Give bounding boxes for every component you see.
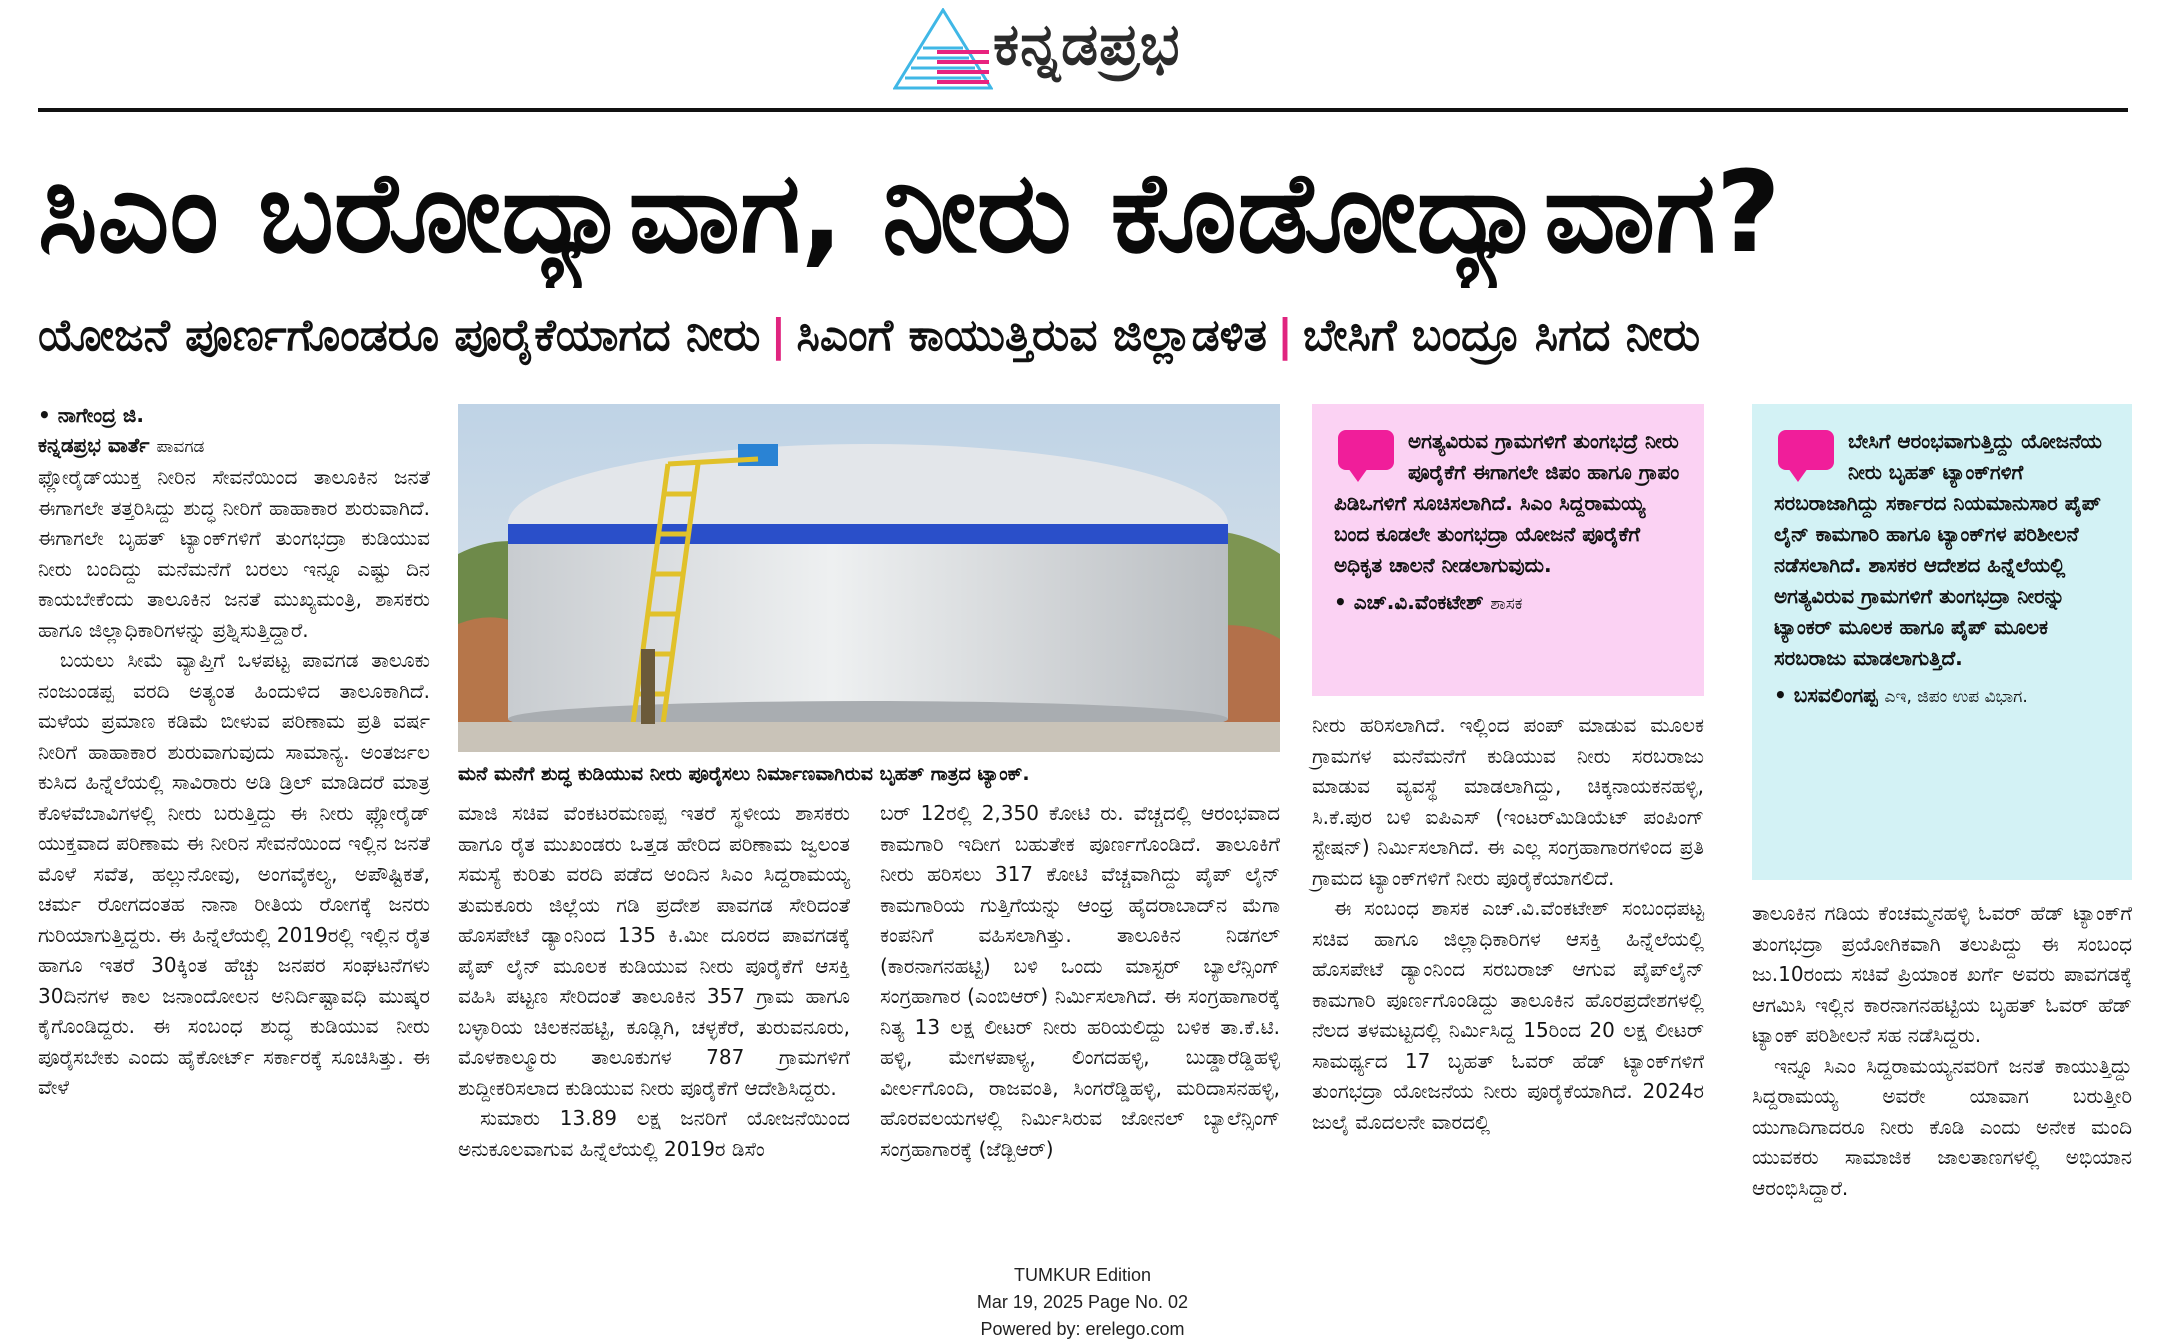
column-3 (880, 798, 1280, 1248)
subhead-separator: | (1276, 310, 1294, 361)
subhead-3: ಬೇಸಿಗೆ ಬಂದ್ರೂ ಸಿಗದ ನೀರು (1303, 310, 1701, 361)
quote-role: ಎಇ, ಜಿಪಂ ಉಪ ವಿಭಾಗ. (1884, 687, 2028, 707)
column-5 (1752, 898, 2132, 1250)
column-2 (458, 798, 850, 1248)
quote-text: ಬೇಸಿಗೆ ಆರಂಭವಾಗುತ್ತಿದ್ದು ಯೋಜನೆಯ ನೀರು ಬೃಹತ್ ಟ್ಯಾಂಕ್‌ಗಳಿಗೆ ಸರಬರಾಜಾಗಿದ್ದು ಸರ್ಕಾರದ ನಿಯಮಾನುಸಾರ ಪೈಪ್ ಲೈನ್ ಕಾಮಗಾರಿ ಹಾಗೂ ಟ್ಯಾಂಕ್‌ಗಳ ಪರಿಶೀಲನೆ ನಡೆಸಲಾಗಿದೆ. ಶಾಸಕರ ಆದೇಶದ ಹಿನ್ನೆಲೆಯಲ್ಲಿ ಅಗತ್ಯವಿರುವ ಗ್ರಾಮಗಳಿಗೆ ತುಂಗಭದ್ರಾ ನೀರನ್ನು ಟ್ಯಾಂಕರ್ ಮೂಲಕ ಹಾಗೂ ಪೈಪ್ ಮೂಲಕ ಸರಬರಾಜು ಮಾಡಲಾಗುತ್ತಿದೆ. (1774, 429, 2102, 670)
paragraph: ಈ ಸಂಬಂಧ ಶಾಸಕ ಎಚ್.ವಿ.ವೆಂಕಟೇಶ್ ಸಂಬಂಧಪಟ್ಟ ಸಚಿವ ಹಾಗೂ ಜಿಲ್ಲಾಧಿಕಾರಿಗಳ ಆಸಕ್ತಿ ಹಿನ್ನೆಲೆಯಲ್ಲಿ ಹೊಸಪೇಟೆ ಡ್ಯಾಂನಿಂದ ಸರಬರಾಜ್ ಆಗುವ ಪೈಪ್‌ಲೈನ್ ಕಾಮಗಾರಿ ಪೂರ್ಣಗೊಂಡಿದ್ದು ತಾಲೂಕಿನ ಹೊರಪ್ರದೇಶಗಳಲ್ಲಿ ನೆಲದ ತಳಮಟ್ಟದಲ್ಲಿ ನಿರ್ಮಿಸಿದ್ದ 15ರಿಂದ 20 ಲಕ್ಷ ಲೀಟರ್ ಸಾಮರ್ಥ್ಯದ 17 ಬೃಹತ್ ಓವರ್ ಹೆಡ್ ಟ್ಯಾಂಕ್‌ಗಳಿಗೆ ತುಂಗಭದ್ರಾ ಯೋಜನೆಯ ನೀರು ಪೂರೈಕೆಯಾಗಿದೆ. 2024ರ ಜುಲೈ ಮೊದಲನೇ ವಾರದಲ್ಲಿ (1312, 896, 1704, 1134)
subhead-2: ಸಿಎಂಗೆ ಕಾಯುತ್ತಿರುವ ಜಿಲ್ಲಾಡಳಿತ (796, 310, 1267, 361)
subhead-separator: | (770, 310, 787, 361)
photo-caption: ಮನೆ ಮನೆಗೆ ಶುದ್ಧ ಕುಡಿಯುವ ನೀರು ಪೂರೈಸಲು ನಿರ್ಮಾಣವಾಗಿರುವ ಬೃಹತ್ ಗಾತ್ರದ ಟ್ಯಾಂಕ್. (458, 763, 1030, 785)
byline-agency: ಕನ್ನಡಪ್ರಭ ವಾರ್ತೆ (38, 433, 150, 457)
subhead (38, 306, 2128, 366)
edition-footer (900, 1262, 1265, 1343)
byline-name: • ನಾಗೇಂದ್ರ ಜಿ. (38, 403, 144, 427)
edition-date-page: Mar 19, 2025 Page No. 02 (976, 1292, 1189, 1312)
edition-name: TUMKUR Edition (1013, 1265, 1152, 1285)
paragraph: ಮಾಜಿ ಸಚಿವ ವೆಂಕಟರಮಣಪ್ಪ ಇತರೆ ಸ್ಥಳೀಯ ಶಾಸಕರು ಹಾಗೂ ರೈತ ಮುಖಂಡರು ಒತ್ತಡ ಹೇರಿದ ಪರಿಣಾಮ ಜ್ವಲಂತ ಸಮಸ್ಯೆ ಕುರಿತು ವರದಿ ಪಡೆದ ಅಂದಿನ ಸಿಎಂ ಸಿದ್ದರಾಮಯ್ಯ ತುಮಕೂರು ಜಿಲ್ಲೆಯ ಗಡಿ ಪ್ರದೇಶ ಪಾವಗಡ ಸೇರಿದಂತೆ ಹೊಸಪೇಟೆ ಡ್ಯಾಂನಿಂದ 135 ಕಿ.ಮೀ ದೂರದ ಪಾವಗಡಕ್ಕೆ ಪೈಪ್ ಲೈನ್ ಮೂಲಕ ಕುಡಿಯುವ ನೀರು ಪೂರೈಕೆಗೆ ಆಸಕ್ತಿ ವಹಿಸಿ ಪಟ್ಟಣ ಸೇರಿದಂತೆ ತಾಲೂಕಿನ 357 ಗ್ರಾಮ ಹಾಗೂ ಬಳ್ಳಾರಿಯ ಚಿಲಕನಹಟ್ಟಿ, ಕೂಡ್ಲಿಗಿ, ಚಳ್ಳಕೆರೆ, ತುರುವನೂರು, ಮೊಳಕಾಲ್ಮೂರು ತಾಲೂಕುಗಳ 787 ಗ್ರಾಮಗಳಿಗೆ ಶುದ್ದೀಕರಿಸಲಾದ ಕುಡಿಯುವ ನೀರು ಪೂರೈಕೆಗೆ ಆದೇಶಿಸಿದ್ದರು. (458, 801, 850, 1100)
paragraph: ಇನ್ನೂ ಸಿಎಂ ಸಿದ್ದರಾಮಯ್ಯನವರಿಗೆ ಜನತೆ ಕಾಯುತ್ತಿದ್ದು ಸಿದ್ದರಾಮಯ್ಯ ಅವರೇ ಯಾವಾಗ ಬರುತ್ತೀರಿ ಯುಗಾದಿಗಾದರೂ ನೀರು ಕೊಡಿ ಎಂದು ಅನೇಕ ಮಂದಿ ಯುವಕರು ಸಾಮಾಜಿಕ ಜಾಲತಾಣಗಳಲ್ಲಿ ಅಭಿಯಾನ ಆರಂಭಿಸಿದ್ದಾರೆ. (1752, 1053, 2132, 1200)
masthead-brand: ಕನ್ನಡಪ್ರಭ (993, 10, 1181, 78)
tank-photo (458, 404, 1280, 752)
quote-text: ಅಗತ್ಯವಿರುವ ಗ್ರಾಮಗಳಿಗೆ ತುಂಗಭದ್ರೆ ನೀರು ಪೂರೈಕೆಗೆ ಈಗಾಗಲೇ ಜಿಪಂ ಹಾಗೂ ಗ್ರಾಪಂ ಪಿಡಿಒಗಳಿಗೆ ಸೂಚಿಸಲಾಗಿದೆ. ಸಿಎಂ ಸಿದ್ದರಾಮಯ್ಯ ಬಂದ ಕೂಡಲೇ ತುಂಗಭದ್ರಾ ಯೋಜನೆ ಪೂರೈಕೆಗೆ ಅಧಿಕೃತ ಚಾಲನೆ ನೀಡಲಾಗುವುದು. (1334, 429, 1680, 577)
water-tank-image (458, 404, 1280, 752)
column-1 (38, 400, 430, 1252)
speech-bubble-icon (1778, 430, 1834, 470)
quote-role: ಶಾಸಕ (1490, 594, 1523, 614)
paragraph: ಬರ್ 12ರಲ್ಲಿ 2,350 ಕೋಟಿ ರು. ವೆಚ್ಚದಲ್ಲಿ ಆರಂಭವಾದ ಕಾಮಗಾರಿ ಇದೀಗ ಬಹುತೇಕ ಪೂರ್ಣಗೊಂಡಿದೆ. ತಾಲೂಕಿಗೆ ನೀರು ಹರಿಸಲು 317 ಕೋಟಿ ವೆಚ್ಚವಾಗಿದ್ದು ಪೈಪ್ ಲೈನ್ ಕಾಮಗಾರಿಯ ಗುತ್ತಿಗೆಯನ್ನು ಆಂಧ್ರ ಹೈದರಾಬಾದ್‌ನ ಮೆಗಾ ಕಂಪನಿಗೆ ವಹಿಸಲಾಗಿತ್ತು. ತಾಲೂಕಿನ ನಿಡಗಲ್ (ಕಾರನಾಗನಹಟ್ಟಿ) ಬಳಿ ಒಂದು ಮಾಸ್ಟರ್ ಬ್ಯಾಲೆನ್ಸಿಂಗ್ ಸಂಗ್ರಹಾಗಾರ (ಎಂಬಿಆರ್) ನಿರ್ಮಿಸಲಾಗಿದೆ. ಈ ಸಂಗ್ರಹಾಗಾರಕ್ಕೆ ನಿತ್ಯ 13 ಲಕ್ಷ ಲೀಟರ್ ನೀರು ಹರಿಯಲಿದ್ದು ಬಳಿಕ ತಾ.ಕೆ.ಟಿ. ಹಳ್ಳಿ, ಮೇಗಳಪಾಳ್ಯ, ಲಿಂಗದಹಳ್ಳಿ, ಬುಡ್ಡಾರೆಡ್ಡಿಹಳ್ಳಿ ವೀರ್ಲಗೊಂದಿ, ರಾಜವಂತಿ, ಸಿಂಗರೆಡ್ಡಿಹಳ್ಳಿ, ಮರಿದಾಸನಹಳ್ಳಿ, ಹೊರವಲಯಗಳಲ್ಲಿ ನಿರ್ಮಿಸಿರುವ ಜೋನಲ್ ಬ್ಯಾಲೆನ್ಸಿಂಗ್ ಸಂಗ್ರಹಾಗಾರಕ್ಕೆ (ಜೆಡ್ಬಿಆರ್) (880, 801, 1280, 1161)
prabha-triangle-logo-icon (893, 8, 993, 90)
quote-box-engineer (1752, 404, 2132, 880)
headline: ಸಿಎಂ ಬರೋದ್ಯಾವಾಗ, ನೀರು ಕೊಡೋದ್ಯಾವಾಗ? (38, 148, 1781, 278)
quote-attribution (1774, 680, 2110, 713)
masthead (0, 0, 2165, 112)
powered-by[interactable]: Powered by: erelego.com (980, 1319, 1185, 1339)
paragraph: ಫ್ಲೋರೈಡ್‌ಯುಕ್ತ ನೀರಿನ ಸೇವನೆಯಿಂದ ತಾಲೂಕಿನ ಜನತೆ ಈಗಾಗಲೇ ತತ್ತರಿಸಿದ್ದು ಶುದ್ಧ ನೀರಿಗೆ ಹಾಹಾಕಾರ ಶುರುವಾಗಿದೆ. ಈಗಾಗಲೇ ಬೃಹತ್ ಟ್ಯಾಂಕ್‌ಗಳಿಗೆ ತುಂಗಭದ್ರಾ ಕುಡಿಯುವ ನೀರು ಬಂದಿದ್ದು ಮನೆಮನೆಗೆ ಬರಲು ಇನ್ನೂ ಎಷ್ಟು ದಿನ ಕಾಯಬೇಕೆಂದು ತಾಲೂಕಿನ ಜನತೆ ಮುಖ್ಯಮಂತ್ರಿ, ಶಾಸಕರು ಹಾಗೂ ಜಿಲ್ಲಾಧಿಕಾರಿಗಳನ್ನು ಪ್ರಶ್ನಿಸುತ್ತಿದ್ದಾರೆ. (38, 465, 430, 642)
paragraph: ಸುಮಾರು 13.89 ಲಕ್ಷ ಜನರಿಗೆ ಯೋಜನೆಯಿಂದ ಅನುಕೂಲವಾಗುವ ಹಿನ್ನೆಲೆಯಲ್ಲಿ 2019ರ ಡಿಸೆಂ (458, 1106, 850, 1161)
masthead-rule (38, 108, 2128, 112)
quote-box-mla (1312, 404, 1704, 696)
byline-place: ಪಾವಗಡ (156, 437, 205, 457)
subhead-1: ಯೋಜನೆ ಪೂರ್ಣಗೊಂಡರೂ ಪೂರೈಕೆಯಾಗದ ನೀರು (38, 310, 761, 361)
byline (38, 430, 430, 462)
column-4 (1312, 710, 1704, 1250)
quote-name: • ಎಚ್.ವಿ.ವೆಂಕಟೇಶ್ (1334, 590, 1484, 614)
speech-bubble-icon (1338, 430, 1394, 470)
quote-name: • ಬಸವಲಿಂಗಪ್ಪ (1774, 683, 1878, 707)
paragraph: ತಾಲೂಕಿನ ಗಡಿಯ ಕೆಂಚಮ್ಮನಹಳ್ಳಿ ಓವರ್ ಹೆಡ್ ಟ್ಯಾಂಕ್‌ಗೆ ತುಂಗಭದ್ರಾ ಪ್ರಯೋಗಿಕವಾಗಿ ತಲುಪಿದ್ದು ಈ ಸಂಬಂಧ ಜು.10ರಂದು ಸಚಿವೆ ಪ್ರಿಯಾಂಕ ಖರ್ಗೆ ಅವರು ಪಾವಗಡಕ್ಕೆ ಆಗಮಿಸಿ ಇಲ್ಲಿನ ಕಾರನಾಗನಹಟ್ಟಿಯ ಬೃಹತ್ ಓವರ್ ಹೆಡ್ ಟ್ಯಾಂಕ್ ಪರಿಶೀಲನೆ ಸಹ ನಡೆಸಿದ್ದರು. (1752, 901, 2132, 1047)
quote-attribution (1334, 587, 1682, 620)
paragraph: ನೀರು ಹರಿಸಲಾಗಿದೆ. ಇಲ್ಲಿಂದ ಪಂಪ್ ಮಾಡುವ ಮೂಲಕ ಗ್ರಾಮಗಳ ಮನೆಮನೆಗೆ ಕುಡಿಯುವ ನೀರು ಸರಬರಾಜು ಮಾಡುವ ವ್ಯವಸ್ಥೆ ಮಾಡಲಾಗಿದ್ದು, ಚಿಕ್ಕನಾಯಕನಹಳ್ಳಿ, ಸಿ.ಕೆ.ಪುರ ಬಳಿ ಐಪಿಎಸ್ (ಇಂಟರ್‌ಮಿಡಿಯೆಟ್ ಪಂಪಿಂಗ್ ಸ್ಟೇಷನ್) ನಿರ್ಮಿಸಲಾಗಿದೆ. ಈ ಎಲ್ಲ ಸಂಗ್ರಹಾಗಾರಗಳಿಂದ ಪ್ರತಿ ಗ್ರಾಮದ ಟ್ಯಾಂಕ್‌ಗಳಿಗೆ ನೀರು ಪೂರೈಕೆಯಾಗಲಿದೆ. (1312, 713, 1704, 890)
paragraph: ಬಯಲು ಸೀಮೆ ವ್ಯಾಪ್ತಿಗೆ ಒಳಪಟ್ಟ ಪಾವಗಡ ತಾಲೂಕು ನಂಜುಂಡಪ್ಪ ವರದಿ ಅತ್ಯಂತ ಹಿಂದುಳಿದ ತಾಲೂಕಾಗಿದೆ. ಮಳೆಯ ಪ್ರಮಾಣ ಕಡಿಮೆ ಬೀಳುವ ಪರಿಣಾಮ ಪ್ರತಿ ವರ್ಷ ನೀರಿಗೆ ಹಾಹಾಕಾರ ಶುರುವಾಗುವುದು ಸಾಮಾನ್ಯ. ಅಂತರ್ಜಲ ಕುಸಿದ ಹಿನ್ನೆಲೆಯಲ್ಲಿ ಸಾವಿರಾರು ಅಡಿ ಡ್ರಿಲ್ ಮಾಡಿದರೆ ಮಾತ್ರ ಕೊಳವೆಬಾವಿಗಳಲ್ಲಿ ನೀರು ಬರುತ್ತಿದ್ದು ಈ ನೀರು ಫ್ಲೋರೈಡ್ ಯುಕ್ತವಾದ ಪರಿಣಾಮ ಈ ನೀರಿನ ಸೇವನೆಯಿಂದ ಇಲ್ಲಿನ ಜನತೆ ಮೊಳೆ ಸವೆತ, ಹಲ್ಲುನೋವು, ಅಂಗವೈಕಲ್ಯ, ಅಪೌಷ್ಟಿಕತೆ, ಚರ್ಮ ರೋಗದಂತಹ ನಾನಾ ರೀತಿಯ ರೋಗಕ್ಕೆ ಜನರು ಗುರಿಯಾಗುತ್ತಿದ್ದರು. ಈ ಹಿನ್ನೆಲೆಯಲ್ಲಿ 2019ರಲ್ಲಿ ಇಲ್ಲಿನ ರೈತ ಹಾಗೂ ಇತರೆ 30ಕ್ಕಿಂತ ಹೆಚ್ಚು ಜನಪರ ಸಂಘಟನೆಗಳು 30ದಿನಗಳ ಕಾಲ ಜನಾಂದೋಲನ ಅನಿರ್ದಿಷ್ಟಾವಧಿ ಮುಷ್ಕರ ಕೈಗೊಂಡಿದ್ದರು. ಈ ಸಂಬಂಧ ಶುದ್ಧ ಕುಡಿಯುವ ನೀರು ಪೂರೈಸಬೇಕು ಎಂದು ಹೈಕೋರ್ಟ್ ಸರ್ಕಾರಕ್ಕೆ ಸೂಚಿಸಿತ್ತು. ಈ ವೇಳೆ (38, 648, 430, 1099)
